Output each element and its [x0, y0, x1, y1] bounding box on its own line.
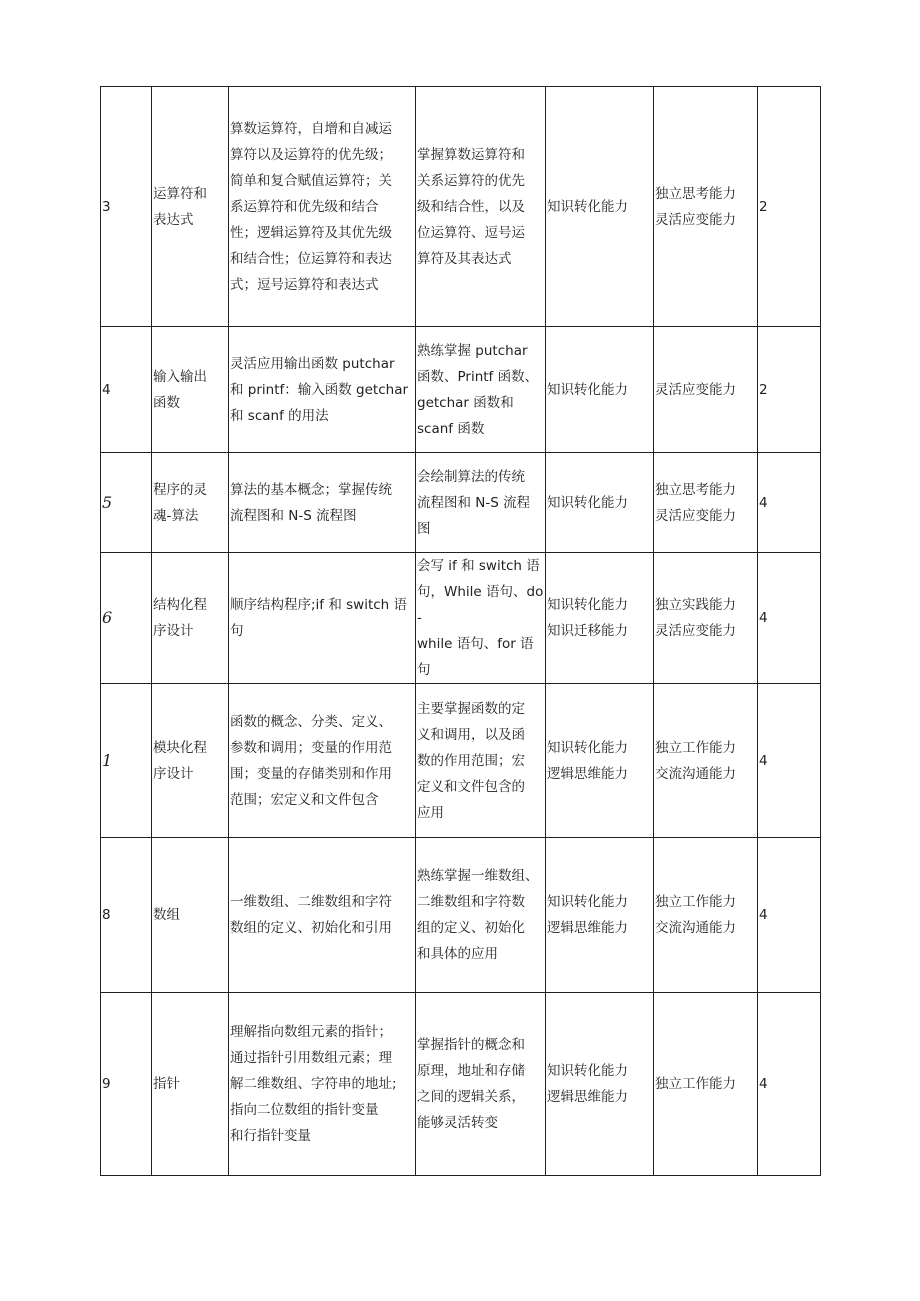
ability-general: 独立工作能力 交流沟通能力 — [654, 838, 758, 993]
row-number: 4 — [101, 327, 152, 453]
row-number: 8 — [101, 838, 152, 993]
ability-general: 独立思考能力 灵活应变能力 — [654, 453, 758, 553]
ability-knowledge: 知识转化能力 — [546, 87, 654, 327]
class-hours: 4 — [758, 993, 821, 1176]
ability-general: 独立思考能力 灵活应变能力 — [654, 87, 758, 327]
row-number: 6 — [101, 553, 152, 684]
learning-goal: 会绘制算法的传统 流程图和 N-S 流程 图 — [416, 453, 546, 553]
teaching-content: 函数的概念、分类、定义、 参数和调用；变量的作用范 围；变量的存储类别和作用 范围；宏定义和文件包含 — [229, 684, 416, 838]
ability-knowledge: 知识转化能力 逻辑思维能力 — [546, 684, 654, 838]
ability-general: 独立工作能力 — [654, 993, 758, 1176]
teaching-content: 算法的基本概念；掌握传统 流程图和 N-S 流程图 — [229, 453, 416, 553]
table-row — [101, 453, 821, 553]
teaching-content: 灵活应用输出函数 putchar 和 printf：输入函数 getchar 和 scanf 的用法 — [229, 327, 416, 453]
table-row — [101, 993, 821, 1176]
class-hours: 4 — [758, 453, 821, 553]
row-number: 3 — [101, 87, 152, 327]
unit-title: 运算符和 表达式 — [152, 87, 229, 327]
learning-goal: 掌握算数运算符和 关系运算符的优先 级和结合性，以及 位运算符、逗号运 算符及其表达式 — [416, 87, 546, 327]
row-number: 9 — [101, 993, 152, 1176]
unit-title: 结构化程 序设计 — [152, 553, 229, 684]
learning-goal: 主要掌握函数的定 义和调用，以及函 数的作用范围；宏 定义和文件包含的 应用 — [416, 684, 546, 838]
table-row — [101, 87, 821, 327]
ability-knowledge: 知识转化能力 — [546, 453, 654, 553]
unit-title: 输入输出 函数 — [152, 327, 229, 453]
teaching-content: 顺序结构程序;if 和 switch 语 句 — [229, 553, 416, 684]
table-row — [101, 838, 821, 993]
class-hours: 4 — [758, 838, 821, 993]
class-hours: 4 — [758, 553, 821, 684]
row-number: 5 — [101, 453, 152, 553]
table-row — [101, 684, 821, 838]
class-hours: 4 — [758, 684, 821, 838]
learning-goal: 熟练掌握 putchar 函数、Printf 函数、 getchar 函数和 scanf 函数 — [416, 327, 546, 453]
learning-goal: 熟练掌握一维数组、 二维数组和字符数 组的定义、初始化 和具体的应用 — [416, 838, 546, 993]
ability-knowledge: 知识转化能力 逻辑思维能力 — [546, 838, 654, 993]
table-row — [101, 553, 821, 684]
class-hours: 2 — [758, 327, 821, 453]
teaching-content: 理解指向数组元素的指针； 通过指针引用数组元素；理 解二维数组、字符串的地址; 指向二位数组的指针变量 和行指针变量 — [229, 993, 416, 1176]
ability-general: 独立工作能力 交流沟通能力 — [654, 684, 758, 838]
table-row — [101, 327, 821, 453]
teaching-content: 算数运算符，自增和自减运 算符以及运算符的优先级； 简单和复合赋值运算符；关 系运算符和优先级和结合 性；逻辑运算符及其优先级 和结合性；位运算符和表达 式；逗号运算符和表达式 — [229, 87, 416, 327]
teaching-content: 一维数组、二维数组和字符 数组的定义、初始化和引用 — [229, 838, 416, 993]
learning-goal: 会写 if 和 switch 语 句，While 语句、do- while 语句、for 语 句 — [416, 553, 546, 684]
class-hours: 2 — [758, 87, 821, 327]
unit-title: 程序的灵 魂-算法 — [152, 453, 229, 553]
ability-knowledge: 知识转化能力 知识迁移能力 — [546, 553, 654, 684]
course-schedule-table — [100, 86, 821, 1176]
row-number: 1 — [101, 684, 152, 838]
learning-goal: 掌握指针的概念和 原理，地址和存储 之间的逻辑关系， 能够灵活转变 — [416, 993, 546, 1176]
ability-general: 灵活应变能力 — [654, 327, 758, 453]
ability-knowledge: 知识转化能力 — [546, 327, 654, 453]
unit-title: 模块化程 序设计 — [152, 684, 229, 838]
ability-general: 独立实践能力 灵活应变能力 — [654, 553, 758, 684]
unit-title: 指针 — [152, 993, 229, 1176]
unit-title: 数组 — [152, 838, 229, 993]
ability-knowledge: 知识转化能力 逻辑思维能力 — [546, 993, 654, 1176]
